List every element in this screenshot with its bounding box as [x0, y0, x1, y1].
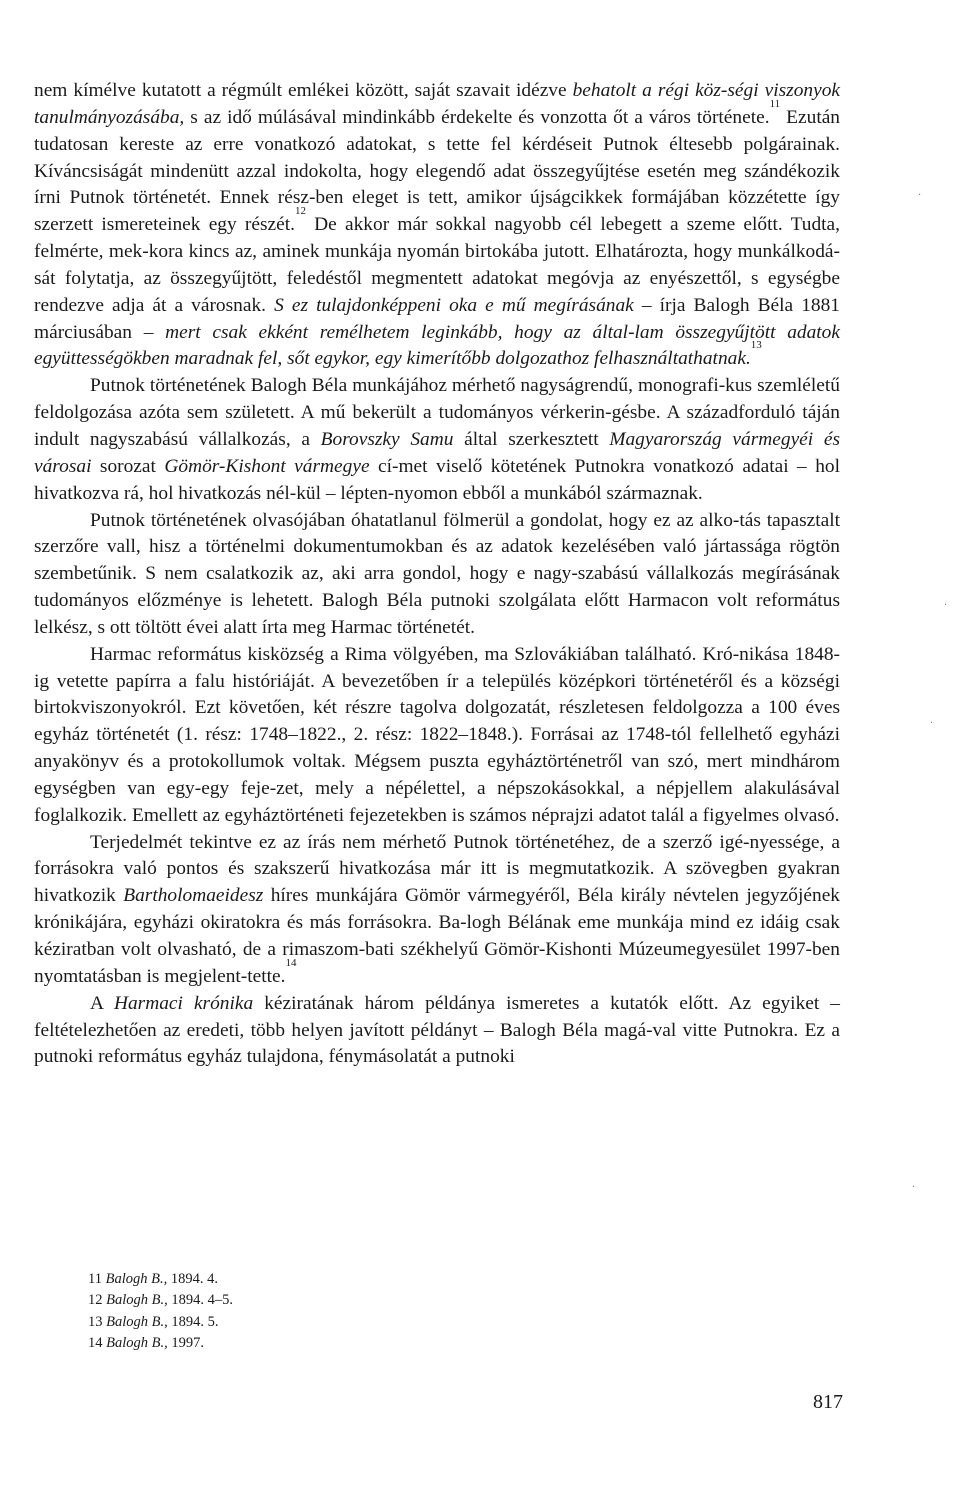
footnote-author: Balogh B.,	[105, 1271, 168, 1287]
footnote-item	[88, 1269, 588, 1290]
footnote-detail: 1894. 4–5.	[167, 1292, 233, 1309]
italic-text: Harmaci krónika	[113, 992, 254, 1014]
text-run: Ezután tudatosan kereste az erre vonatkozó adatokat, s tette fel kérdéseit Putnok éltesebb polgárainak. Kíváncsiságát mindenütt azzal indokolta, hogy elegendő adat összegyűjtése esetén meg szándékozik írni Putnok történetét. Ennek rész-ben eleget is tett, amikor újságcikkek formájában közzétette így szerzett ismereteinek egy részét.	[34, 106, 841, 236]
footnote-ref: 11	[769, 97, 781, 110]
footnote-detail: 1894. 4.	[167, 1271, 218, 1287]
italic-text: Bartholomaeidesz	[123, 885, 264, 907]
footnote-item	[88, 1290, 588, 1311]
paragraph	[34, 373, 840, 507]
text-run: De akkor már sokkal nagyobb cél lebegett a szeme előtt. Tudta, felmérte, mek-kora kincs az, aminek munkája nyomán birtokába jutott. Elhatározta, hogy munkálkodá-sát folytatja, az összegyűjtött, feledéstől megmentett adatokat megóvja az enyészettől, s egységbe rendezve adja át a városnak.	[34, 214, 840, 316]
footnote-number: 14	[88, 1335, 103, 1352]
paragraph	[34, 642, 840, 830]
italic-text: Borovszky Samu	[320, 428, 454, 450]
text-run: s az idő múlásával mindinkább érdekelte és vonzotta őt a város története.	[184, 106, 770, 128]
paragraph	[34, 78, 840, 373]
margin-speck: ·	[930, 718, 934, 729]
footnote-author: Balogh B.,	[106, 1292, 168, 1309]
footnote-ref: 14	[285, 956, 297, 969]
footnote-author: Balogh B.,	[106, 1313, 168, 1330]
text-run: kéziratának három példánya ismeretes a kutatók előtt. Az egyiket – feltételezhetően az eredeti, több helyen javított példányt – Balogh Béla magá-val vitte Putnokra. Ez a putnoki református egyház tulajdona, fénymásolatát a putnoki	[34, 992, 840, 1068]
text-run: A	[90, 992, 114, 1014]
margin-speck: ·	[912, 1182, 916, 1193]
italic-text: behatolt a régi köz-ségi viszonyok tanulmányozásába,	[34, 80, 840, 128]
italic-text: S ez tulajdonképpeni oka e mű megírásának	[274, 294, 634, 316]
footnote-ref: 12	[294, 205, 306, 218]
text-run: Terjedelmét tekintve ez az írás nem mérhető Putnok történetéhez, de a szerző igé-nyessége, a forrásokra való pontos és szakszerű hivatkozása már itt is megmutatkozik. A szövegben gyakran hivatkozik	[34, 831, 840, 907]
footnote-number: 13	[88, 1313, 103, 1330]
page-number: 817	[813, 1391, 843, 1413]
italic-text: Gömör-Kishont vármegye	[164, 455, 370, 477]
paragraph	[34, 508, 840, 642]
italic-text: mert csak ekként remélhetem leginkább, hogy az által-lam összegyűjtött adatok együttességökben maradnak fel, sőt egykor, egy kimerítőbb dolgozathoz felhasználtathatnak.	[34, 321, 840, 370]
paragraph	[34, 991, 840, 1072]
text-run: nem kímélve kutatott a régmúlt emlékei között, saját szavait idézve	[34, 80, 573, 101]
text-run: cí-met viselő kötetének Putnokra vonatkozó adatai – hol hivatkozva rá, hol hivatkozás nél-kül – lépten-nyomon ebből a munkából származnak.	[34, 455, 840, 504]
footnote-ref: 13	[750, 339, 762, 352]
text-run: Putnok történetének olvasójában óhatatlanul fölmerül a gondolat, hogy ez az alko-tás tapasztalt szerzőre vall, hisz a történelmi dokumentumokban és az adatok kezelésében való jártassága rögtön szembetűnik. S nem csalatkozik az, aki arra gondol, hogy e nagy-szabású vállalkozás megírásának tudományos előzménye is lehetett. Balogh Béla putnoki szolgálata előtt Harmacon volt református lelkész, s ott töltött évei alatt írta meg Harmac történetét.	[34, 509, 840, 638]
text-run: által szerkesztett	[453, 428, 610, 450]
footnote-detail: 1894. 5.	[167, 1313, 219, 1330]
footnote-detail: 1997.	[167, 1335, 204, 1352]
text-run: Putnok történetének Balogh Béla munkájához mérhető nagyságrendű, monografi-kus szemléletű feldolgozása azóta sem született. A mű bekerült a tudományos vérkerin-gésbe. A századforduló táján indult nagyszabású vállalkozás, a	[34, 375, 840, 450]
footnote-author: Balogh B.,	[106, 1335, 168, 1352]
footnote-number: 12	[88, 1292, 103, 1309]
footnote-number: 11	[88, 1271, 102, 1287]
main-text	[34, 78, 840, 1071]
margin-speck: ·	[918, 190, 922, 201]
text-run: – írja Balogh Béla 1881 márciusában –	[34, 294, 840, 343]
footnote-item	[88, 1312, 588, 1333]
text-run: sorozat	[91, 455, 165, 477]
paragraph	[34, 830, 840, 991]
text-run: Harmac református kisközség a Rima völgyében, ma Szlovákiában található. Kró-nikása 1848-ig vetette papírra a falu históriáját. A bevezetőben ír a település középkori történetéről és a községi birtokviszonyokról. Ezt követően, két részre tagolva dolgozatát, részletesen feldolgozza a 100 éves egyház történetét (1. rész: 1748–1822., 2. rész: 1822–1848.). Forrásai az 1748-tól fellelhető egyházi anyakönyv és a protokollumok voltak. Mégsem puszta egyháztörténetről van szó, mert mindhárom egységben van egy-egy feje-zet, mely a népélettel, a népszokásokkal, a népjellem alakulásával foglalkozik. Emellett az egyháztörténeti fejezetekben is számos néprajzi adatot talál a figyelmes olvasó.	[34, 643, 840, 826]
footnote-item	[88, 1333, 588, 1354]
footnotes	[88, 1269, 588, 1355]
margin-speck: ·	[944, 600, 948, 611]
text-run: híres munkájára Gömör vármegyéről, Béla király névtelen jegyzőjének krónikájára, egyházi okiratokra és más forrásokra. Ba-logh Bélának eme munkája mind ez idáig csak kéziratban volt olvasható, de a rimaszom-bati székhelyű Gömör-Kishonti Múzeumegyesület 1997-ben nyomtatásban is megjelent-tette.	[34, 885, 840, 987]
italic-text: Magyarország vármegyéi és városai	[34, 428, 841, 477]
